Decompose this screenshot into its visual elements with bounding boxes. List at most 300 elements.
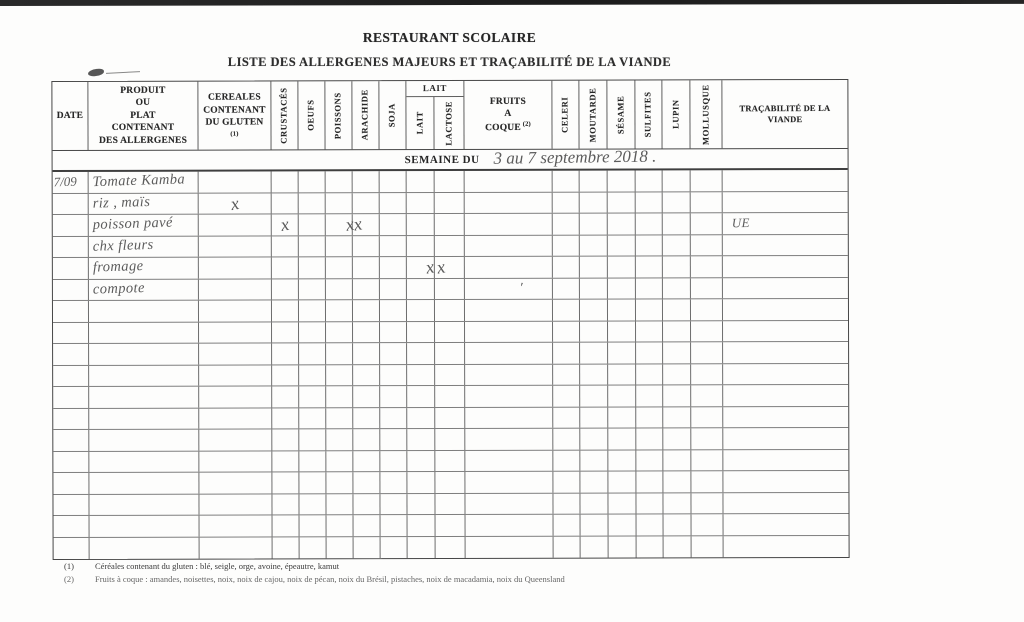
cell-lupin [663, 385, 691, 406]
cell-sulfites [636, 428, 663, 449]
cell-lactose [435, 386, 465, 407]
cell-sulfites [636, 342, 663, 363]
cell-sulfites [636, 256, 663, 277]
cell-celeri [553, 235, 580, 256]
cell-soja [380, 494, 407, 515]
table-row [53, 449, 848, 473]
cell-fruits_coque [465, 450, 553, 471]
cell-soja [380, 257, 407, 278]
cell-date [54, 537, 90, 559]
cell-soja [380, 408, 407, 429]
column-header-label: LAIT [414, 111, 425, 135]
column-header-mollusque [690, 80, 722, 148]
cell-lait [407, 279, 435, 300]
cell-lactose [435, 450, 465, 471]
cell-arachide [353, 279, 380, 300]
cell-mollusque [692, 514, 724, 535]
ink-stray-line [106, 71, 140, 74]
cell-tracabilite [723, 449, 848, 470]
cell-lactose [435, 429, 465, 450]
cell-sesame [609, 536, 637, 558]
cell-lupin [663, 299, 691, 320]
handwritten-mark: x [435, 256, 447, 278]
cell-moutarde [580, 450, 608, 471]
semaine-handwritten-value: 3 au 7 septembre 2018 . [493, 146, 657, 168]
cell-celeri [553, 257, 580, 278]
cell-celeri [553, 450, 580, 471]
cell-date [53, 387, 89, 408]
cell-gluten [199, 193, 272, 214]
cell-poissons [326, 429, 353, 450]
cell-tracabilite [723, 256, 848, 277]
cell-gluten [199, 494, 272, 515]
cell-poissons [326, 386, 353, 407]
cell-sesame [608, 235, 636, 256]
handwritten-entry: chx fleurs [92, 236, 154, 255]
cell-product [89, 451, 199, 472]
column-header-celeri [552, 81, 579, 149]
cell-lait [407, 193, 435, 214]
cell-sulfites [637, 536, 664, 558]
column-header-oeufs [298, 81, 325, 149]
cell-arachide [353, 429, 380, 450]
cell-mollusque [691, 235, 723, 256]
cell-tracabilite [723, 191, 848, 212]
cell-crustaces [272, 365, 299, 386]
column-header-tracabilite [722, 80, 847, 148]
cell-poissons [326, 193, 353, 214]
cell-arachide [353, 386, 380, 407]
cell-mollusque [691, 471, 723, 492]
cell-soja [381, 515, 408, 536]
cell-oeufs [299, 193, 326, 214]
cell-oeufs [299, 472, 326, 493]
cell-moutarde [580, 321, 608, 342]
cell-tracabilite [723, 342, 848, 363]
cell-arachide [354, 515, 381, 536]
cell-sesame [609, 515, 637, 536]
cell-poissons [326, 236, 353, 257]
footnote-text: Céréales contenant du gluten : blé, seigle, orge, avoine, épeautre, kamut [95, 561, 340, 571]
cell-fruits_coque [465, 472, 553, 493]
cell-lactose [435, 278, 465, 299]
cell-lupin [663, 321, 691, 342]
cell-lupin [663, 235, 691, 256]
cell-mollusque [691, 364, 723, 385]
cell-oeufs [299, 236, 326, 257]
cell-celeri [553, 343, 580, 364]
column-header-label: TRAÇABILITÉ DE LA VIANDE [739, 102, 831, 125]
cell-poissons [326, 300, 353, 321]
cell-date [53, 215, 89, 236]
cell-product [89, 172, 199, 193]
cell-product [89, 430, 199, 451]
cell-lactose [435, 192, 465, 213]
column-header-label: SOJA [386, 103, 397, 128]
cell-tracabilite [723, 406, 848, 427]
cell-celeri [553, 300, 580, 321]
cell-gluten [199, 257, 272, 278]
cell-tracabilite [723, 471, 848, 492]
cell-lupin [663, 342, 691, 363]
cell-product [89, 258, 199, 279]
cell-fruits_coque [465, 214, 553, 235]
column-header-lupin [662, 80, 690, 148]
cell-crustaces [272, 279, 299, 300]
cell-mollusque [691, 170, 723, 191]
column-header-crustaces [271, 81, 298, 149]
cell-tracabilite [723, 492, 848, 513]
cell-moutarde [580, 257, 608, 278]
cell-fruits_coque [466, 536, 554, 558]
cell-lactose [435, 472, 465, 493]
handwritten-mark: ' [517, 280, 523, 296]
cell-lait [407, 343, 435, 364]
column-header-poissons [325, 81, 352, 149]
cell-lactose [435, 407, 465, 428]
cell-lait [407, 494, 435, 515]
cell-celeri [554, 536, 581, 558]
cell-soja [380, 300, 407, 321]
cell-gluten [199, 214, 272, 235]
scanner-edge-artifact [0, 0, 1024, 6]
allergen-table [51, 79, 849, 560]
cell-crustaces [272, 451, 299, 472]
cell-poissons [326, 472, 353, 493]
cell-celeri [553, 321, 580, 342]
cell-gluten [199, 279, 272, 300]
cell-tracabilite [723, 363, 848, 384]
cell-product [89, 322, 199, 343]
column-header-label: CEREALES CONTENANT DU GLUTEN (1) [203, 92, 266, 138]
cell-mollusque [691, 385, 723, 406]
column-header-fruits_coque [464, 81, 552, 149]
column-header-label: PRODUIT OU PLAT CONTENANT DES ALLERGENES [98, 85, 188, 146]
cell-fruits_coque [465, 300, 553, 321]
cell-fruits_coque [465, 407, 553, 428]
cell-celeri [553, 493, 580, 514]
cell-lait [408, 515, 436, 536]
cell-soja [380, 343, 407, 364]
cell-lupin [663, 471, 691, 492]
cell-lait [407, 408, 435, 429]
cell-oeufs [299, 386, 326, 407]
cell-celeri [553, 386, 580, 407]
column-header-sesame [607, 81, 635, 149]
cell-oeufs [300, 515, 327, 536]
cell-lupin [664, 536, 692, 558]
cell-poissons [326, 408, 353, 429]
handwritten-mark: x [352, 213, 364, 235]
cell-moutarde [580, 171, 608, 192]
cell-arachide [353, 171, 380, 192]
cell-soja [380, 386, 407, 407]
cell-sulfites [637, 514, 664, 535]
cell-celeri [553, 472, 580, 493]
cell-crustaces [272, 429, 299, 450]
cell-product [89, 473, 199, 494]
cell-tracabilite [723, 277, 848, 298]
cell-lait [407, 322, 435, 343]
column-header-soja [379, 81, 406, 149]
cell-crustaces [272, 343, 299, 364]
column-header-label: SÉSAME [615, 95, 626, 134]
footnote-number: (1) [64, 561, 74, 571]
cell-date [53, 172, 89, 193]
column-header-gluten [198, 81, 271, 149]
cell-sesame [608, 321, 636, 342]
cell-sulfites [636, 493, 663, 514]
column-header-label: POISSONS [332, 91, 343, 139]
cell-sesame [608, 386, 636, 407]
cell-lait [407, 300, 435, 321]
cell-mollusque [691, 342, 723, 363]
column-group-label: LAIT [406, 81, 463, 97]
table-row [53, 471, 848, 495]
handwritten-entry: 7/09 [53, 173, 77, 190]
cell-moutarde [580, 235, 608, 256]
column-header-label: OEUFS [305, 99, 316, 132]
cell-sulfites [636, 213, 663, 234]
cell-crustaces [272, 257, 299, 278]
cell-gluten [199, 236, 272, 257]
cell-mollusque [691, 213, 723, 234]
cell-crustaces [272, 408, 299, 429]
cell-mollusque [692, 536, 724, 558]
column-header-label: LACTOSE [443, 100, 454, 146]
handwritten-entry: compote [92, 279, 146, 298]
cell-sesame [608, 364, 636, 385]
footnote-text: Fruits à coque : amandes, noisettes, noix, noix de cajou, noix de pécan, noix du Brésil, pistaches, noix de macadamia, noix du Queensland [95, 574, 565, 584]
cell-gluten [199, 451, 272, 472]
cell-lactose [436, 536, 466, 558]
column-header-label: ARACHIDE [359, 89, 371, 141]
cell-gluten [199, 386, 272, 407]
cell-oeufs [299, 279, 326, 300]
cell-celeri [553, 192, 580, 213]
cell-crustaces [272, 214, 299, 235]
cell-fruits_coque [465, 235, 553, 256]
cell-fruits_coque [466, 515, 554, 536]
cell-crustaces [272, 193, 299, 214]
cell-sulfites [636, 471, 663, 492]
cell-arachide [353, 472, 380, 493]
cell-poissons [326, 451, 353, 472]
cell-gluten [199, 343, 272, 364]
column-header-label: LUPIN [670, 99, 681, 130]
cell-oeufs [299, 451, 326, 472]
table-row [53, 234, 848, 258]
cell-date [53, 344, 89, 365]
cell-lupin [663, 278, 691, 299]
cell-tracabilite [723, 385, 848, 406]
column-footnote-ref: (2) [520, 120, 531, 128]
cell-mollusque [691, 493, 723, 514]
form-subtitle: LISTE DES ALLERGENES MAJEURS ET TRAÇABILITÉ DE LA VIANDE [227, 55, 672, 69]
table-row [53, 299, 848, 323]
cell-lactose [435, 300, 465, 321]
cell-fruits_coque [465, 171, 553, 192]
cell-lactose [436, 515, 466, 536]
cell-date [53, 451, 89, 472]
cell-lait [408, 537, 436, 559]
cell-moutarde [580, 386, 608, 407]
cell-product [89, 215, 199, 236]
handwritten-entry: poisson pavé [92, 214, 174, 234]
cell-arachide [353, 236, 380, 257]
cell-product [89, 236, 199, 257]
cell-oeufs [299, 429, 326, 450]
cell-date [53, 193, 89, 214]
cell-lait [407, 429, 435, 450]
cell-fruits_coque [465, 278, 553, 299]
table-row [53, 406, 848, 430]
cell-sulfites [636, 192, 663, 213]
cell-celeri [553, 214, 580, 235]
cell-gluten [199, 300, 272, 321]
cell-tracabilite [723, 234, 848, 255]
cell-tracabilite [723, 428, 848, 449]
cell-arachide [353, 408, 380, 429]
handwritten-mark: x [424, 256, 436, 278]
cell-lait [407, 451, 435, 472]
cell-tracabilite [724, 535, 849, 557]
cell-product [89, 365, 199, 386]
table-row [53, 363, 848, 387]
cell-gluten [199, 171, 272, 192]
cell-lactose [435, 214, 465, 235]
cell-soja [380, 451, 407, 472]
cell-lupin [663, 364, 691, 385]
footnote-line [64, 560, 565, 573]
cell-fruits_coque [465, 257, 553, 278]
cell-date [53, 473, 89, 494]
cell-mollusque [691, 278, 723, 299]
column-footnote-ref: (1) [230, 130, 239, 138]
cell-lactose [435, 171, 465, 192]
cell-sulfites [636, 235, 663, 256]
table-row [53, 213, 848, 237]
cell-arachide [353, 494, 380, 515]
cell-product [89, 279, 199, 300]
cell-moutarde [580, 364, 608, 385]
cell-lait [407, 171, 435, 192]
cell-poissons [326, 279, 353, 300]
table-body [53, 170, 849, 559]
cell-date [54, 516, 90, 537]
cell-gluten [199, 408, 272, 429]
cell-date [53, 408, 89, 429]
cell-lait [407, 236, 435, 257]
cell-crustaces [272, 171, 299, 192]
cell-product [89, 344, 199, 365]
form-title: RESTAURANT SCOLAIRE [362, 30, 537, 45]
cell-mollusque [691, 450, 723, 471]
cell-arachide [353, 257, 380, 278]
cell-fruits_coque [465, 192, 553, 213]
cell-date [53, 279, 89, 300]
cell-fruits_coque [465, 386, 553, 407]
cell-lactose [435, 343, 465, 364]
cell-lupin [663, 450, 691, 471]
cell-soja [381, 537, 408, 559]
cell-sesame [608, 171, 636, 192]
cell-soja [380, 193, 407, 214]
cell-gluten [199, 429, 272, 450]
footnotes [64, 560, 565, 586]
cell-moutarde [581, 515, 609, 536]
cell-poissons [326, 494, 353, 515]
cell-tracabilite [724, 514, 849, 535]
cell-lactose [435, 257, 465, 278]
cell-moutarde [580, 214, 608, 235]
cell-lupin [663, 213, 691, 234]
cell-crustaces [273, 515, 300, 536]
handwritten-entry: Tomate Kamba [92, 171, 186, 191]
cell-poissons [327, 515, 354, 536]
cell-date [53, 430, 89, 451]
cell-date [53, 494, 89, 515]
cell-gluten [199, 365, 272, 386]
cell-mollusque [691, 192, 723, 213]
cell-crustaces [272, 236, 299, 257]
cell-soja [380, 429, 407, 450]
cell-sulfites [636, 364, 663, 385]
table-row [53, 191, 848, 215]
column-header-label: CELERI [559, 96, 570, 133]
cell-oeufs [299, 408, 326, 429]
table-row [53, 320, 848, 344]
cell-oeufs [299, 300, 326, 321]
ink-smudge [88, 68, 105, 77]
cell-oeufs [299, 365, 326, 386]
cell-mollusque [691, 407, 723, 428]
cell-soja [380, 214, 407, 235]
cell-sulfites [636, 299, 663, 320]
table-row [54, 535, 849, 559]
cell-poissons [326, 343, 353, 364]
cell-celeri [553, 429, 580, 450]
handwritten-entry: fromage [92, 258, 144, 276]
column-header-date [52, 82, 88, 150]
handwritten-mark: x [344, 213, 356, 236]
cell-arachide [353, 193, 380, 214]
cell-gluten [200, 537, 273, 559]
cell-lupin [663, 428, 691, 449]
column-header-arachide [352, 81, 379, 149]
table-row [53, 342, 848, 366]
cell-celeri [554, 515, 581, 536]
cell-celeri [553, 364, 580, 385]
cell-oeufs [299, 171, 326, 192]
cell-poissons [326, 257, 353, 278]
cell-tracabilite [723, 213, 848, 234]
cell-tracabilite [723, 170, 848, 191]
cell-arachide [353, 300, 380, 321]
cell-gluten [200, 515, 273, 536]
cell-oeufs [299, 343, 326, 364]
cell-arachide [354, 537, 381, 559]
cell-poissons [326, 322, 353, 343]
cell-sesame [608, 214, 636, 235]
cell-poissons [326, 365, 353, 386]
table-row [53, 492, 848, 516]
table-header-row [52, 80, 847, 150]
cell-lait [407, 386, 435, 407]
cell-moutarde [580, 343, 608, 364]
cell-crustaces [272, 322, 299, 343]
cell-sesame [608, 407, 636, 428]
